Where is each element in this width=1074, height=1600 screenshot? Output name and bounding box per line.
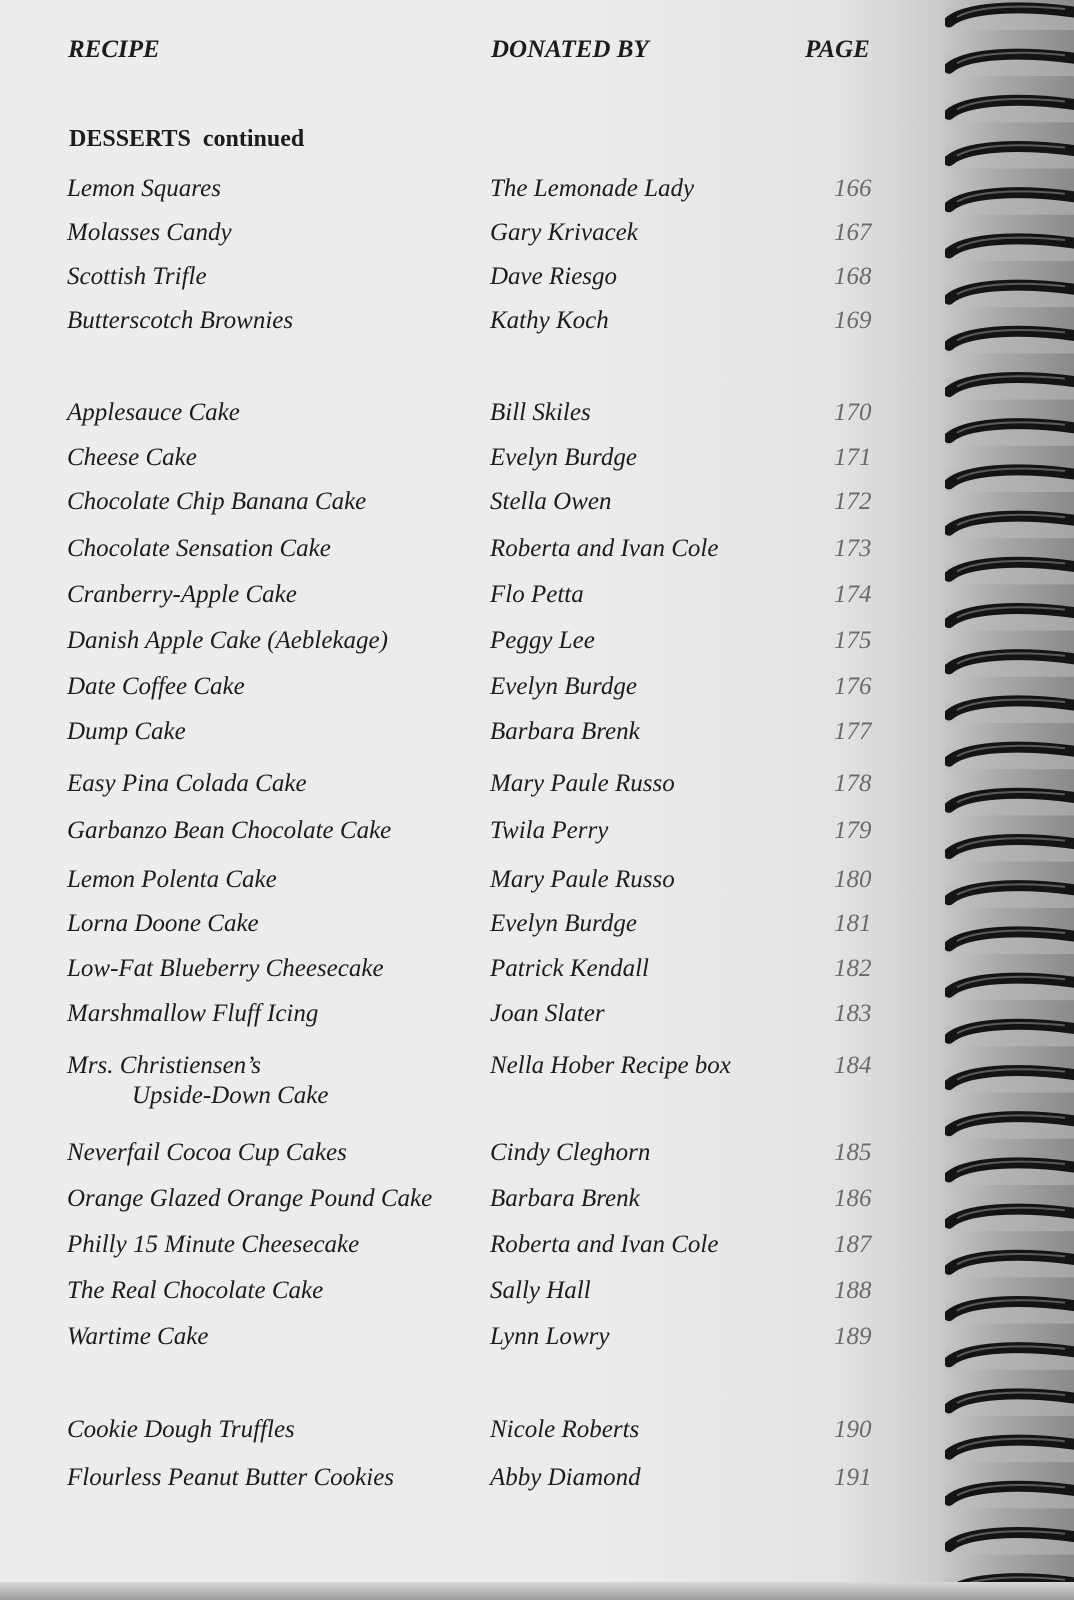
recipe-entry [0, 626, 940, 660]
spiral-coil [945, 53, 1074, 76]
spiral-coil [945, 1346, 1074, 1369]
recipe-title [67, 816, 391, 846]
page-number: 186 [834, 1185, 872, 1212]
recipe-title-text: Chocolate Sensation Cake [67, 535, 331, 562]
recipe-title-text: Danish Apple Cake (Aeblekage) [67, 627, 388, 654]
recipe-title-text: Mrs. Christiensen’s [67, 1052, 262, 1079]
recipe-title-text: Dump Cake [67, 718, 186, 745]
spiral-coil [945, 1439, 1074, 1462]
donor-name: Bill Skiles [490, 399, 591, 426]
recipe-entry [0, 262, 940, 296]
spiral-coil [945, 284, 1074, 307]
page-number: 189 [834, 1323, 872, 1350]
recipe-entry [0, 1415, 940, 1449]
donor-name: Dave Riesgo [490, 263, 618, 290]
recipe-entry [0, 1322, 940, 1356]
donor-name: Peggy Lee [490, 627, 595, 654]
donor-name: Mary Paule Russo [490, 770, 675, 797]
recipe-title [67, 865, 277, 895]
spiral-coil [945, 700, 1074, 723]
page-number: 190 [834, 1416, 872, 1443]
section-heading: DESSERTS continued [69, 126, 305, 152]
spiral-coil [945, 145, 1074, 168]
recipe-title [67, 487, 366, 517]
recipe-title [67, 398, 240, 428]
donor-name: Gary Krivacek [490, 219, 638, 246]
recipe-title-continuation: Upside-Down Cake [132, 1082, 329, 1109]
page-number: 176 [834, 673, 872, 700]
recipe-title [67, 769, 307, 799]
recipe-entry [0, 218, 940, 252]
recipe-entry [0, 534, 940, 568]
recipe-column-header: RECIPE [68, 36, 160, 63]
recipe-entry [0, 1276, 940, 1310]
recipe-entry [0, 816, 940, 850]
donor-name: Stella Owen [490, 488, 612, 515]
recipe-entry [0, 1051, 940, 1109]
page-number: 191 [834, 1464, 872, 1491]
spiral-coil [945, 1485, 1074, 1508]
donor-name: Nella Hober Recipe box [490, 1052, 731, 1079]
spiral-coil [945, 1069, 1074, 1092]
donor-name: Evelyn Burdge [490, 444, 637, 471]
page-number: 182 [834, 955, 872, 982]
recipe-entry [0, 580, 940, 614]
recipe-title-text: Lemon Polenta Cake [67, 866, 277, 893]
spiral-coil [945, 191, 1074, 214]
recipe-title [67, 1415, 295, 1445]
donor-name: Barbara Brenk [490, 718, 640, 745]
spiral-coil [945, 1023, 1074, 1046]
page-number: 181 [834, 910, 872, 937]
recipe-title-text: Easy Pina Colada Cake [67, 770, 307, 797]
spiral-coil [945, 1531, 1074, 1554]
page-number: 180 [834, 866, 872, 893]
donor-name: Mary Paule Russo [490, 866, 675, 893]
donor-name: Abby Diamond [490, 1464, 641, 1491]
donor-name: Evelyn Burdge [490, 673, 637, 700]
donor-name: Roberta and Ivan Cole [490, 535, 719, 562]
recipe-title-text: Marshmallow Fluff Icing [67, 1000, 319, 1027]
donor-name: Kathy Koch [490, 307, 609, 334]
recipe-title-text: Lorna Doone Cake [67, 910, 259, 937]
recipe-title-text: Philly 15 Minute Cheesecake [67, 1231, 360, 1258]
recipe-title-text: Applesauce Cake [67, 399, 240, 426]
spiral-coil [945, 7, 1074, 30]
spiral-binding [945, 0, 1074, 1600]
donor-name: Flo Petta [490, 581, 584, 608]
spiral-coil [945, 977, 1074, 1000]
recipe-title [67, 262, 207, 292]
recipe-title [67, 1322, 208, 1352]
spiral-coil [945, 1162, 1074, 1185]
recipe-entry [0, 443, 940, 477]
recipe-title-text: Date Coffee Cake [67, 673, 245, 700]
page-number: 170 [834, 399, 872, 426]
recipe-entry [0, 1230, 940, 1264]
recipe-title [67, 626, 388, 656]
recipe-title [67, 1184, 432, 1214]
recipe-title-text: Chocolate Chip Banana Cake [67, 488, 367, 515]
page-number: 183 [834, 1000, 872, 1027]
spiral-coil [945, 931, 1074, 954]
recipe-title [67, 218, 232, 248]
donated-by-column-header: DONATED BY [491, 36, 649, 63]
spiral-coil [945, 1393, 1074, 1416]
recipe-title [67, 909, 259, 939]
spiral-coil [945, 1208, 1074, 1231]
donor-name: Lynn Lowry [490, 1323, 610, 1350]
recipe-title-text: Garbanzo Bean Chocolate Cake [67, 817, 392, 844]
recipe-title-text: Cookie Dough Truffles [67, 1416, 295, 1443]
page-number: 168 [834, 263, 872, 290]
recipe-entry [0, 672, 940, 706]
page-number: 177 [834, 718, 872, 745]
donor-name: Joan Slater [490, 1000, 605, 1027]
page-number: 166 [834, 175, 872, 202]
donor-name: The Lemonade Lady [490, 175, 695, 202]
donor-name: Nicole Roberts [490, 1416, 640, 1443]
spiral-coil [945, 99, 1074, 122]
donor-name: Sally Hall [490, 1277, 591, 1304]
recipe-entry [0, 909, 940, 943]
page-number: 185 [834, 1139, 872, 1166]
recipe-title [67, 174, 221, 204]
recipe-entry [0, 487, 940, 521]
donor-name: Twila Perry [490, 817, 609, 844]
recipe-entry [0, 717, 940, 751]
page-number: 167 [834, 219, 872, 246]
spiral-coil [945, 792, 1074, 815]
spiral-coil [945, 469, 1074, 492]
recipe-title-text: Flourless Peanut Butter Cookies [67, 1464, 395, 1491]
donor-name: Barbara Brenk [490, 1185, 640, 1212]
recipe-entry [0, 865, 940, 899]
recipe-entry [0, 1463, 940, 1497]
recipe-title-text: Butterscotch Brownies [67, 307, 294, 334]
recipe-title [67, 672, 245, 702]
recipe-title [67, 580, 297, 610]
recipe-title [67, 999, 318, 1029]
recipe-title [67, 1138, 347, 1168]
page-number: 188 [834, 1277, 872, 1304]
spiral-coil [945, 1254, 1074, 1277]
recipe-entry [0, 398, 940, 432]
recipe-title [67, 443, 197, 473]
recipe-title-text: Neverfail Cocoa Cup Cakes [67, 1139, 347, 1166]
page-number: 169 [834, 307, 872, 334]
page-number: 175 [834, 627, 872, 654]
recipe-title-text: Orange Glazed Orange Pound Cake [67, 1185, 433, 1212]
donor-name: Roberta and Ivan Cole [490, 1231, 719, 1258]
spiral-coil [945, 653, 1074, 676]
spiral-coil [945, 422, 1074, 445]
recipe-entry [0, 1138, 940, 1172]
page-number: 171 [834, 444, 872, 471]
recipe-title-text: Wartime Cake [67, 1323, 209, 1350]
donor-name: Evelyn Burdge [490, 910, 637, 937]
page-number: 179 [834, 817, 872, 844]
recipe-entry [0, 174, 940, 208]
spiral-coil [945, 746, 1074, 769]
recipe-entry [0, 306, 940, 340]
spiral-coil [945, 838, 1074, 861]
recipe-title [67, 954, 384, 984]
page-number: 173 [834, 535, 872, 562]
spiral-coil [945, 884, 1074, 907]
recipe-title [67, 306, 293, 336]
recipe-title-text: Cheese Cake [67, 444, 197, 471]
page-number: 184 [834, 1052, 872, 1079]
recipe-entry [0, 769, 940, 803]
spiral-coil [945, 1115, 1074, 1138]
page-number: 174 [834, 581, 872, 608]
spiral-coil [945, 561, 1074, 584]
spiral-coil [945, 330, 1074, 353]
recipe-title [67, 1463, 394, 1493]
page-bottom-edge [0, 1582, 1074, 1600]
recipe-title-text: Lemon Squares [67, 175, 221, 202]
spiral-coil [945, 376, 1074, 399]
spiral-coil [945, 515, 1074, 538]
recipe-title-text: Cranberry-Apple Cake [67, 581, 297, 608]
donor-name: Patrick Kendall [490, 955, 649, 982]
spiral-coil [945, 238, 1074, 261]
recipe-title-text: Low-Fat Blueberry Cheesecake [67, 955, 384, 982]
recipe-title [67, 1276, 323, 1306]
page-column-header: PAGE [805, 36, 870, 63]
recipe-title [67, 534, 331, 564]
recipe-title [67, 717, 186, 747]
spiral-coil [945, 607, 1074, 630]
page-number: 172 [834, 488, 872, 515]
recipe-entry [0, 954, 940, 988]
recipe-title-text: Molasses Candy [67, 219, 232, 246]
recipe-entry [0, 999, 940, 1033]
recipe-title [67, 1230, 359, 1260]
recipe-title [67, 1051, 329, 1111]
page-number: 178 [834, 770, 872, 797]
recipe-title-text: The Real Chocolate Cake [67, 1277, 324, 1304]
page-number: 187 [834, 1231, 872, 1258]
recipe-entry [0, 1184, 940, 1218]
donor-name: Cindy Cleghorn [490, 1139, 651, 1166]
recipe-title-text: Scottish Trifle [67, 263, 207, 290]
spiral-coil [945, 1300, 1074, 1323]
